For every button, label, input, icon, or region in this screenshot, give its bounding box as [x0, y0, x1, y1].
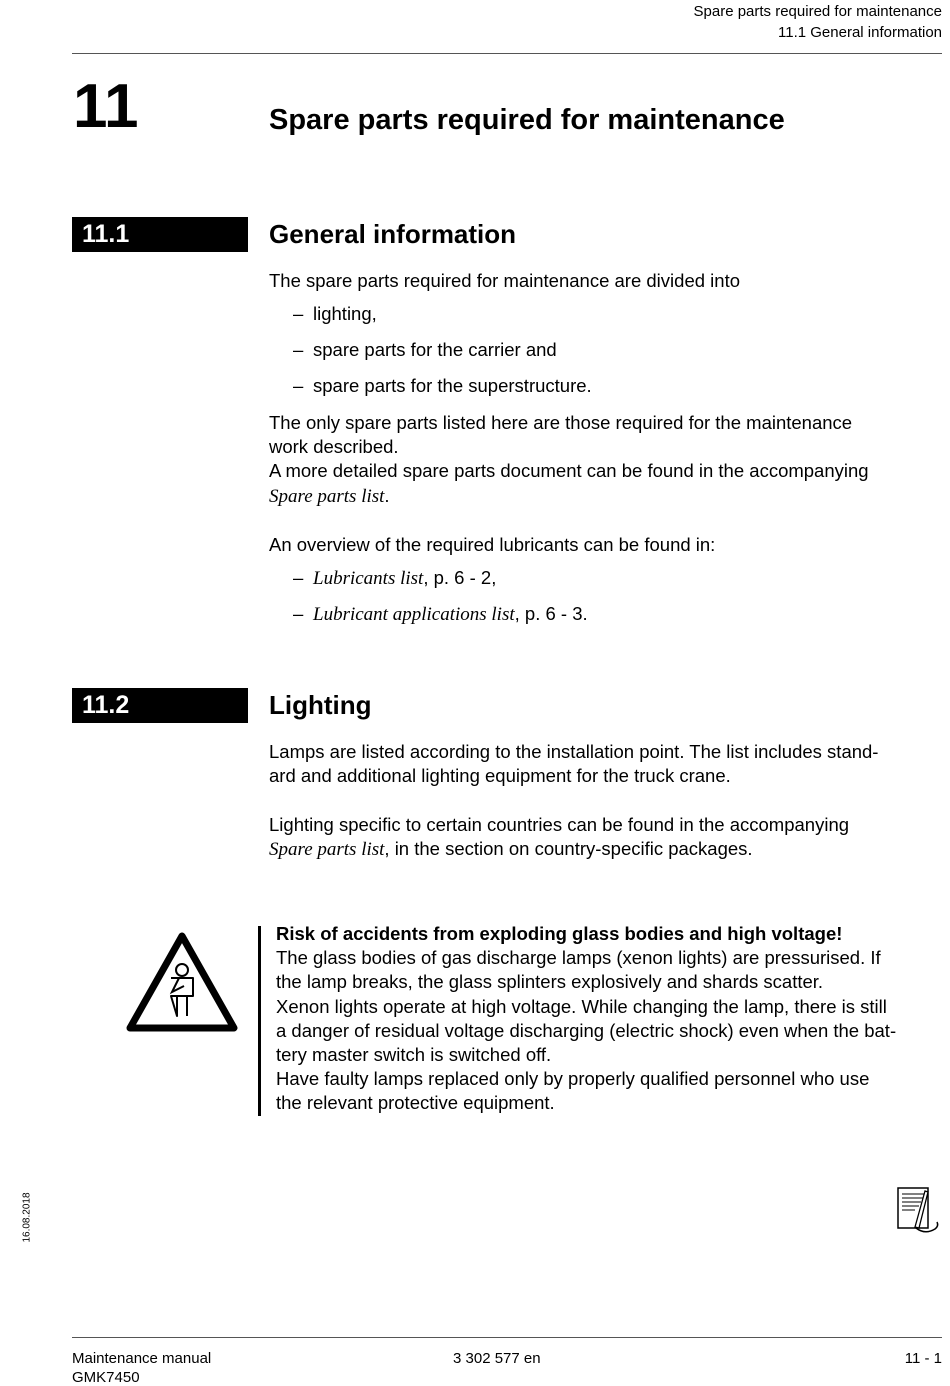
list-item: – spare parts for the superstructure. — [293, 375, 592, 396]
section-11-2-paragraph-countries: Lighting specific to certain countries can be found in the accompanying Spare parts list, in the section on country-specific packages. — [269, 814, 850, 861]
warning-bar — [258, 926, 261, 1116]
section-11-1-paragraph: The only spare parts listed here are those required for the maintenance work described. A more detailed spare parts document can be found in the accompanying Spare parts list. — [269, 412, 869, 507]
chapter-title: Spare parts required for maintenance — [269, 104, 785, 136]
section-11-1-number: 11.1 — [72, 217, 248, 252]
header-chapter-title: Spare parts required for maintenance — [693, 3, 942, 20]
manual-wrench-icon — [895, 1185, 943, 1237]
footer-doc-number: 3 302 577 en — [453, 1350, 541, 1367]
footer-manual-title: Maintenance manual — [72, 1350, 212, 1367]
footer-page-number: 11 - 1 — [904, 1350, 942, 1367]
lubricants-list-reference: Lubricants list — [313, 568, 424, 589]
section-11-2-title: Lighting — [269, 690, 372, 720]
header-section-title: 11.1 General information — [778, 24, 942, 41]
list-item: – Lubricants list, p. 6 - 2, — [293, 567, 497, 589]
warning-heading: Risk of accidents from exploding glass bodies and high voltage! — [276, 923, 843, 944]
list-item: – lighting, — [293, 303, 377, 324]
warning-text: Risk of accidents from exploding glass bodies and high voltage! The glass bodies of gas discharge lamps (xenon lights) are pressurised. If the lamp breaks, the glass splinters explosively and shards scatter. Xenon lights operate at high voltage. While changing the lamp, there is still a danger of residual voltage discharging (electric shock) even when the bat- tery master switch is switched off. Have faulty lamps replaced only by properly qualified personnel who use the relevant protective equipment. — [276, 922, 946, 1116]
section-11-1-title: General information — [269, 219, 517, 249]
section-11-1-intro: The spare parts required for maintenance are divided into — [269, 270, 740, 291]
chapter-number: 11 — [73, 72, 139, 141]
lubricant-applications-list-reference: Lubricant applications list — [313, 604, 515, 625]
list-item: – Lubricant applications list, p. 6 - 3. — [293, 603, 588, 625]
lubricants-overview: An overview of the required lubricants can be found in: — [269, 534, 716, 555]
section-11-2-paragraph: Lamps are listed according to the installation point. The list includes stand- ard and additional lighting equipment for the truck crane. — [269, 741, 879, 787]
side-date: 16.08.2018 — [21, 1192, 33, 1243]
section-11-2-number: 11.2 — [72, 688, 248, 723]
footer-rule — [72, 1337, 942, 1338]
spare-parts-list-reference: Spare parts list — [269, 839, 385, 861]
list-item: – spare parts for the carrier and — [293, 339, 557, 360]
spare-parts-list-reference: Spare parts list — [269, 485, 385, 507]
footer-model: GMK7450 — [72, 1369, 140, 1386]
warning-triangle-icon — [124, 930, 240, 1034]
header-rule — [72, 53, 942, 54]
